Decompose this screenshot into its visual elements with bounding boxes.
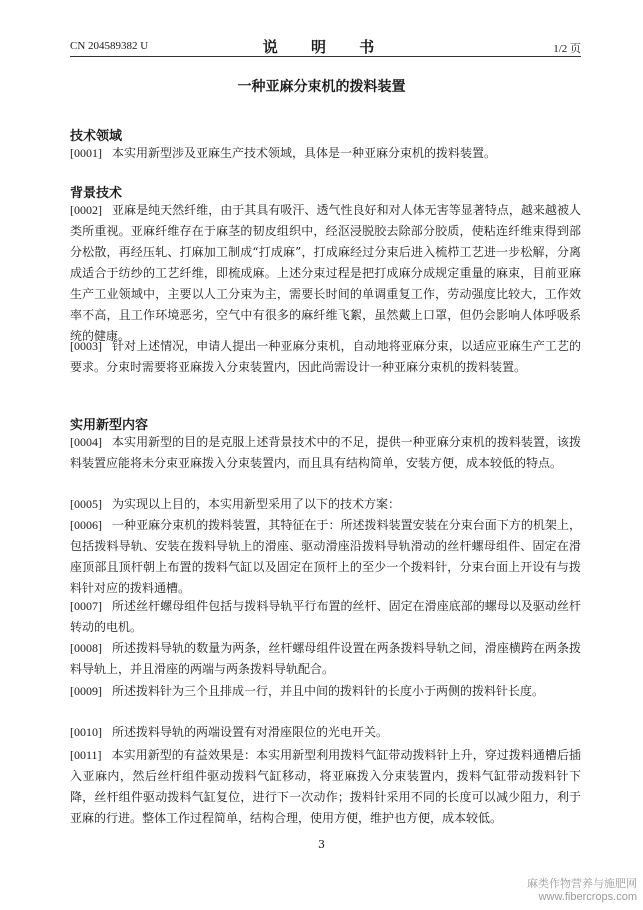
paragraph-number: [0005] [70, 497, 102, 511]
paragraph-0008 [70, 638, 581, 680]
paragraph-0003 [70, 336, 581, 378]
paragraph-text: 所述拨料针为三个且排成一行，并且中间的拨料针的长度小于两侧的拨料针长度。 [112, 684, 545, 698]
page-number: 3 [318, 838, 325, 851]
paragraph-text: 所述丝杆螺母组件包括与拨料导轨平行布置的丝杆、固定在滑座底部的螺母以及驱动丝杆转动的电机。 [70, 599, 581, 634]
paragraph-0011 [70, 745, 581, 829]
paragraph-0007 [70, 596, 581, 638]
paragraph-text: 亚麻是纯天然纤维，由于其具有吸汗、透气性良好和对人体无害等显著特点，越来越被人类所重视。亚麻纤维存在于麻茎的韧皮组织中，经沤浸脱胶去除部分胶质，使粘连纤维束得到部分松散，再经压轧、打麻加工制成“打成麻”，打成麻经过分束后进入梳栉工艺进一步松解，分离成适合于纺纱的工艺纤维，即梳成麻。上述分束过程是把打成麻分成规定重量的麻束，目前亚麻生产工业领域中，主要以人工分束为主，需要长时间的单调重复工作，劳动强度比较大，工作效率不高，且工作环境恶劣，空气中有很多的麻纤维飞絮，虽然戴上口罩，但仍会影响人体呼吸系统的健康。 [70, 203, 581, 343]
paragraph-0002 [70, 200, 581, 347]
paragraph-number: [0007] [70, 599, 102, 613]
paragraph-number: [0011] [70, 748, 102, 762]
paragraph-number: [0003] [70, 339, 102, 353]
paragraph-number: [0008] [70, 641, 102, 655]
header-title: 说 明 书 [262, 38, 389, 56]
paragraph-text: 本实用新型的目的是克服上述背景技术中的不足，提供一种亚麻分束机的拨料装置，该拨料装置应能将未分束亚麻拨入分束装置内，而且具有结构简单，安装方便，成本较低的特点。 [70, 435, 581, 470]
paragraph-text: 一种亚麻分束机的拨料装置，其特征在于：所述拨料装置安装在分束台面下方的机架上，包括拨料导轨、安装在拨料导轨上的滑座、驱动滑座沿拨料导轨滑动的丝杆螺母组件、固定在滑座顶部且顶杆朝上布置的拨料气缸以及固定在顶杆上的至少一个拨料针，分束台面上开设有与拨料针对应的拨料通槽。 [70, 518, 581, 595]
section-heading-tech-field: 技术领域 [70, 129, 123, 144]
watermark [527, 878, 637, 904]
paragraph-number: [0004] [70, 435, 102, 449]
section-heading-background: 背景技术 [70, 186, 123, 201]
paragraph-number: [0006] [70, 518, 102, 532]
watermark-url: www.fibercrops.com [538, 891, 637, 903]
paragraph-number: [0002] [70, 203, 102, 217]
paragraph-number: [0009] [70, 684, 102, 698]
watermark-name: 麻类作物营养与施肥网 [527, 878, 637, 890]
page-header [70, 36, 581, 57]
paragraph-0010 [70, 722, 581, 743]
paragraph-text: 所述拨料导轨的两端设置有对滑座限位的光电开关。 [112, 725, 389, 739]
paragraph-number: [0010] [70, 725, 102, 739]
paragraph-text: 本实用新型涉及亚麻生产技术领域，具体是一种亚麻分束机的拨料装置。 [112, 146, 497, 160]
paragraph-0001 [70, 143, 581, 164]
paragraph-text: 为实现以上目的，本实用新型采用了以下的技术方案： [112, 497, 401, 511]
paragraph-text: 本实用新型的有益效果是：本实用新型利用拨料气缸带动拨料针上升，穿过拨料通槽后插入亚麻内，然后丝杆组件驱动拨料气缸移动，将亚麻拨入分束装置内，拨料气缸带动拨料针下降，丝杆组件驱动拨料气缸复位，进行下一次动作；拨料针采用不同的长度可以减少阻力，利于亚麻的行进。整体工作过程简单，结构合理，使用方便，维护也方便，成本较低。 [70, 748, 581, 825]
patent-number: CN 204589382 U [70, 40, 149, 52]
paragraph-text: 针对上述情况，申请人提出一种亚麻分束机，自动地将亚麻分束，以适应亚麻生产工艺的要求。分束时需要将亚麻拨入分束装置内，因此尚需设计一种亚麻分束机的拨料装置。 [70, 339, 581, 374]
paragraph-number: [0001] [70, 146, 102, 160]
header-page: 1/2 页 [553, 43, 581, 55]
section-heading-content: 实用新型内容 [70, 418, 149, 433]
document-title: 一种亚麻分束机的拨料装置 [237, 79, 406, 95]
paragraph-0005 [70, 494, 581, 515]
paragraph-0004 [70, 432, 581, 474]
paragraph-0009 [70, 681, 581, 702]
paragraph-text: 所述拨料导轨的数量为两条，丝杆螺母组件设置在两条拨料导轨之间，滑座横跨在两条拨料导轨上，并且滑座的两端与两条拨料导轨配合。 [70, 641, 581, 676]
paragraph-0006 [70, 515, 581, 599]
